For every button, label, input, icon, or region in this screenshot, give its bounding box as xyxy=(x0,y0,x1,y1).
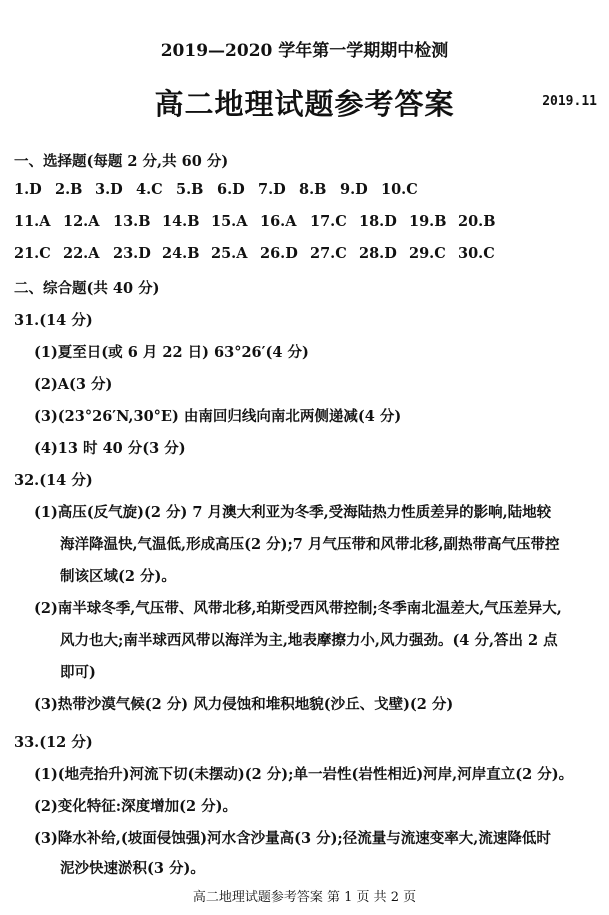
q32-answer-3: (3)热带沙漠气候(2 分) 风力侵蚀和堆积地貌(沙丘、戈壁)(2 分) xyxy=(34,696,454,713)
q32-answer-1-line-2: 海洋降温快,气温低,形成高压(2 分);7 月气压带和风带北移,副热带高气压带控 xyxy=(60,536,560,553)
section1-title: 一、选择题(每题 2 分,共 60 分) xyxy=(14,153,229,170)
answer-item: 23.D xyxy=(113,245,151,262)
q31-heading: 31.(14 分) xyxy=(14,312,93,329)
page-footer: 高二地理试题参考答案 第 1 页 共 2 页 xyxy=(192,890,417,905)
answer-item: 22.A xyxy=(63,245,100,262)
exam-title: 2019—2020 学年第一学期期中检测 xyxy=(160,41,449,61)
answer-item: 13.B xyxy=(113,213,151,230)
answer-item: 28.D xyxy=(359,245,397,262)
answer-row-2 xyxy=(14,213,604,233)
answer-item: 15.A xyxy=(211,213,248,230)
answer-item: 19.B xyxy=(409,213,447,230)
q31-answer-2: (2)A(3 分) xyxy=(34,376,113,393)
answer-item: 21.C xyxy=(14,245,51,262)
q33-answer-2: (2)变化特征:深度增加(2 分)。 xyxy=(34,798,238,815)
answer-item: 26.D xyxy=(260,245,298,262)
q31-answer-1: (1)夏至日(或 6 月 22 日) 63°26′(4 分) xyxy=(34,344,309,361)
q32-answer-2-line-3: 即可) xyxy=(60,664,96,681)
answer-item: 25.A xyxy=(211,245,248,262)
q33-heading: 33.(12 分) xyxy=(14,734,93,751)
q33-answer-3-line-1: (3)降水补给,(坡面侵蚀强)河水含沙量高(3 分);径流量与流速变率大,流速降低时 xyxy=(34,830,551,847)
answer-item: 6.D xyxy=(217,181,245,198)
q32-answer-2-line-2: 风力也大;南半球西风带以海洋为主,地表摩擦力小,风力强劲。(4 分,答出 2 点 xyxy=(60,632,558,649)
answer-item: 30.C xyxy=(458,245,495,262)
q32-answer-1-line-3: 制该区域(2 分)。 xyxy=(60,568,176,585)
answer-item: 7.D xyxy=(258,181,286,198)
answer-item: 10.C xyxy=(381,181,418,198)
q32-answer-1-line-1: (1)高压(反气旋)(2 分) 7 月澳大利亚为冬季,受海陆热力性质差异的影响,陆地较 xyxy=(34,504,552,521)
q33-answer-3-line-2: 泥沙快速淤积(3 分)。 xyxy=(60,860,205,877)
q33-answer-1: (1)(地壳抬升)河流下切(未摆动)(2 分);单一岩性(岩性相近)河岸,河岸直立(2 分)。 xyxy=(34,766,574,783)
section2-title: 二、综合题(共 40 分) xyxy=(14,280,160,297)
date-label: 2019.11 xyxy=(542,94,597,109)
q31-answer-4: (4)13 时 40 分(3 分) xyxy=(34,440,186,457)
answer-item: 5.B xyxy=(176,181,204,198)
answer-item: 8.B xyxy=(299,181,327,198)
answer-row-3 xyxy=(14,245,604,265)
answer-item: 14.B xyxy=(162,213,200,230)
page-title: 高二地理试题参考答案 xyxy=(154,87,455,121)
answer-item: 29.C xyxy=(409,245,446,262)
answer-item: 9.D xyxy=(340,181,368,198)
answer-item: 16.A xyxy=(260,213,297,230)
answer-item: 18.D xyxy=(359,213,397,230)
answer-item: 12.A xyxy=(63,213,100,230)
answer-item: 20.B xyxy=(458,213,496,230)
q31-answer-3: (3)(23°26′N,30°E) 由南回归线向南北两侧递减(4 分) xyxy=(34,408,402,425)
answer-item: 17.C xyxy=(310,213,347,230)
answer-item: 3.D xyxy=(95,181,123,198)
answer-row-1 xyxy=(14,181,604,201)
answer-item: 11.A xyxy=(14,213,51,230)
answer-item: 2.B xyxy=(55,181,83,198)
answer-item: 4.C xyxy=(136,181,163,198)
q32-answer-2-line-1: (2)南半球冬季,气压带、风带北移,珀斯受西风带控制;冬季南北温差大,气压差异大, xyxy=(34,600,562,617)
answer-item: 1.D xyxy=(14,181,42,198)
answer-item: 24.B xyxy=(162,245,200,262)
answer-item: 27.C xyxy=(310,245,347,262)
q32-heading: 32.(14 分) xyxy=(14,472,93,489)
